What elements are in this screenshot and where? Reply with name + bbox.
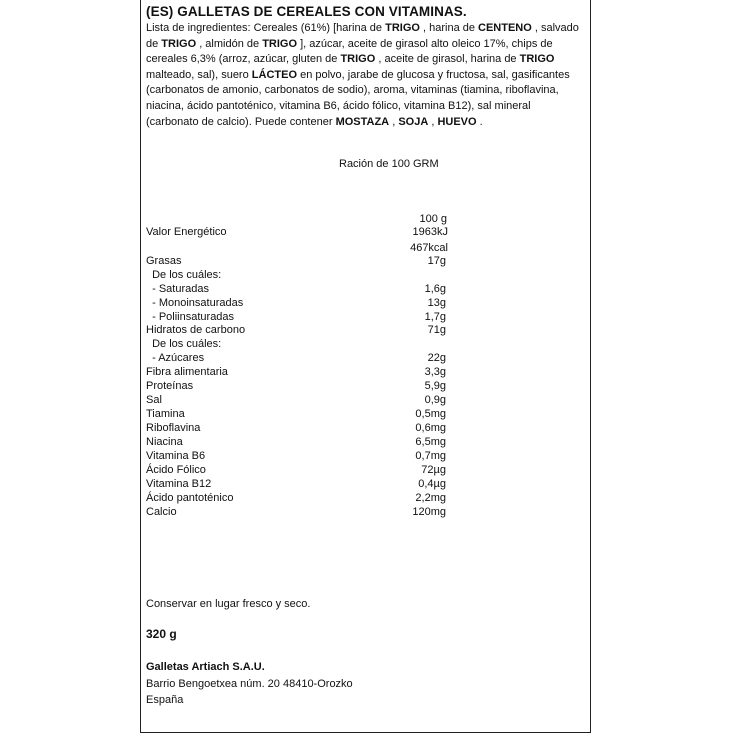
nutrition-row xyxy=(146,477,446,491)
nutrient-name: Proteínas xyxy=(146,380,194,392)
ingredient-text: , aceite de girasol, harina de xyxy=(375,53,520,66)
nutrition-row xyxy=(146,491,446,505)
nutrition-row xyxy=(146,421,446,435)
ingredient-text: , salvado de xyxy=(146,22,579,50)
nutrient-value: 1963kJ xyxy=(412,226,448,238)
nutrient-name: Calcio xyxy=(146,506,177,518)
nutrient-value: 0,5mg xyxy=(415,408,446,420)
ingredient-text: , xyxy=(428,115,438,128)
nutrient-value: 0,4µg xyxy=(418,478,446,490)
nutrition-row xyxy=(146,449,446,463)
nutrition-row xyxy=(146,337,446,351)
ingredient-text: . xyxy=(476,115,483,128)
company-name: Galletas Artiach S.A.U. xyxy=(146,661,265,673)
nutrient-value: 22g xyxy=(427,352,446,364)
nutrition-row xyxy=(146,365,446,379)
nutrient-name: Grasas xyxy=(146,255,182,267)
nutrient-name: Niacina xyxy=(146,436,183,448)
nutrient-name: De los cuáles: xyxy=(146,338,222,350)
nutrition-row xyxy=(146,241,446,255)
nutrient-value: 467kcal xyxy=(410,242,448,254)
nutrient-value: 0,6mg xyxy=(415,422,446,434)
nutrient-value: 1,7g xyxy=(424,311,446,323)
nutrition-header-value: 100 g xyxy=(419,213,447,225)
nutrition-row xyxy=(146,351,446,365)
allergen-text: LÁCTEO xyxy=(251,68,298,81)
nutrient-value: 71g xyxy=(427,324,446,336)
allergen-text: TRIGO xyxy=(340,53,376,66)
nutrient-value: 120mg xyxy=(412,506,446,518)
allergen-text: CENTENO xyxy=(478,22,532,34)
allergen-text: TRIGO xyxy=(262,37,298,50)
nutrient-value: 72µg xyxy=(421,464,446,476)
nutrient-name: Riboflavina xyxy=(146,422,201,434)
ingredient-text: , xyxy=(389,115,399,128)
ingredient-text: Lista de ingredientes: Cereales (61%) [harina de xyxy=(146,22,386,34)
nutrient-name: Vitamina B6 xyxy=(146,450,206,462)
nutrient-name: - Monoinsaturadas xyxy=(146,297,244,309)
nutrition-row xyxy=(146,435,446,449)
product-title: (ES) GALLETAS DE CEREALES CON VITAMINAS. xyxy=(146,4,467,19)
nutrition-row xyxy=(146,323,446,337)
nutrition-row xyxy=(146,407,446,421)
nutrient-name: Ácido Fólico xyxy=(146,464,206,476)
company-country: España xyxy=(146,694,184,706)
portion-label: Ración de 100 GRM xyxy=(339,158,439,170)
nutrition-row xyxy=(146,310,446,324)
nutrition-row xyxy=(146,463,446,477)
nutrient-value: 13g xyxy=(427,297,446,309)
nutrient-name: Hidratos de carbono xyxy=(146,324,246,336)
ingredient-text: , harina de xyxy=(419,22,479,34)
nutrition-row xyxy=(146,282,446,296)
nutrition-row xyxy=(146,254,446,268)
nutrient-name: Valor Energético xyxy=(146,226,227,238)
nutrient-name: De los cuáles: xyxy=(146,269,222,281)
allergen-text: MOSTAZA xyxy=(335,115,390,128)
nutrition-row xyxy=(146,268,446,282)
nutrient-value: 0,9g xyxy=(424,394,446,406)
nutrition-row xyxy=(146,225,446,239)
net-weight: 320 g xyxy=(146,627,177,641)
nutrient-value: 17g xyxy=(427,255,446,267)
nutrient-name: Tiamina xyxy=(146,408,185,420)
allergen-text: SOJA xyxy=(398,115,429,128)
nutrient-name: - Azúcares xyxy=(146,352,205,364)
nutrient-value: 1,6g xyxy=(424,283,446,295)
allergen-text: TRIGO xyxy=(385,22,420,34)
allergen-text: TRIGO xyxy=(519,53,555,66)
nutrition-row xyxy=(146,393,446,407)
ingredient-text: malteado, sal), suero xyxy=(146,68,252,81)
nutrient-name: Vitamina B12 xyxy=(146,478,212,490)
nutrient-value: 2,2mg xyxy=(415,492,446,504)
company-address: Barrio Bengoetxea núm. 20 48410-Orozko xyxy=(146,678,353,690)
nutrient-name: - Poliinsaturadas xyxy=(146,311,235,323)
nutrient-value: 3,3g xyxy=(424,366,446,378)
nutrition-row xyxy=(146,379,446,393)
ingredient-text: , almidón de xyxy=(196,37,263,50)
ingredients-list xyxy=(146,21,586,130)
nutrient-value: 6,5mg xyxy=(415,436,446,448)
ingredient-text: en polvo, jarabe de glucosa y fructosa, sal, gasificantes (carbonatos de amonio, carbonatos de sodio), aroma, vitaminas (tiamina, riboflavina, niacina, ácido pantoténico, vitamina B6, ácido fólico, vitamina B12), sal mineral (carbonato de calcio). Puede contener xyxy=(146,68,570,128)
nutrient-name: - Saturadas xyxy=(146,283,209,295)
nutrient-name: Ácido pantoténico xyxy=(146,492,234,504)
allergen-text: TRIGO xyxy=(161,37,197,50)
allergen-text: HUEVO xyxy=(437,115,477,128)
nutrient-name: Fibra alimentaria xyxy=(146,366,228,378)
ingredient-text: ], azúcar, aceite de girasol alto oleico 17%, chips de cereales 6,3% (arroz, azúcar, gluten de xyxy=(146,37,553,66)
nutrition-row xyxy=(146,505,446,519)
storage-instructions: Conservar en lugar fresco y seco. xyxy=(146,598,311,610)
nutrition-header-row xyxy=(146,212,446,226)
nutrition-row xyxy=(146,296,446,310)
nutrient-value: 5,9g xyxy=(424,380,446,392)
nutrient-value: 0,7mg xyxy=(415,450,446,462)
nutrient-name: Sal xyxy=(146,394,162,406)
